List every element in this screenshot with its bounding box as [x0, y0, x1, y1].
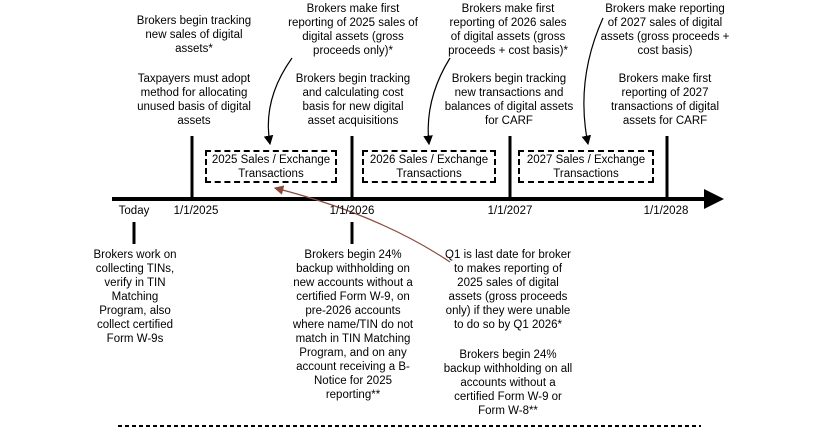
- date-2025: 1/1/2025: [173, 205, 219, 217]
- date-2026: 1/1/2026: [329, 205, 375, 217]
- note-cost-basis: Brokers begin tracking and calculating cost basis for new digital asset acquisitions: [295, 73, 411, 127]
- timeline-arrowhead: [704, 189, 724, 209]
- note-backup-withholding-2026: Brokers begin 24% backup withholding on new accounts without a certified Form W-9, on pre-2026 accounts where name/TIN do not match in TIN Matching Program, and on any account receiving a B- Notice for 2025 reporting**: [292, 249, 414, 401]
- note-carf-tracking: Brokers begin tracking new transactions and balances of digital assets for CARF: [444, 73, 574, 127]
- note-2026-reporting: Brokers make first reporting of 2026 sales of digital assets (gross proceeds + cost basis)*: [448, 3, 568, 57]
- note-carf-reporting: Brokers make first reporting of 2027 transactions of digital assets for CARF: [610, 73, 720, 127]
- box-2025-transactions: 2025 Sales / Exchange Transactions: [205, 150, 337, 183]
- note-collect-tins: Brokers work on collecting TINs, verify in TIN Matching Program, also collect certified Form W-9s: [93, 249, 177, 345]
- note-track-sales: Brokers begin tracking new sales of digital assets*: [136, 15, 252, 55]
- date-today: Today: [118, 205, 150, 217]
- note-2027-reporting: Brokers make reporting of 2027 sales of digital assets (gross proceeds + cost basis): [600, 3, 730, 57]
- box-2026-transactions: 2026 Sales / Exchange Transactions: [362, 150, 496, 183]
- date-2027: 1/1/2027: [487, 205, 533, 217]
- box-2027-transactions: 2027 Sales / Exchange Transactions: [518, 150, 654, 183]
- date-2028: 1/1/2028: [643, 205, 689, 217]
- note-q1-deadline: Q1 is last date for broker to makes reporting of 2025 sales of digital assets (gross proceeds only) if they were unable to do so by Q1 2026*: [445, 249, 571, 331]
- note-backup-withholding-2027: Brokers begin 24% backup withholding on all accounts without a certified Form W-9 or Form W-8**: [443, 349, 573, 417]
- note-adopt-method: Taxpayers must adopt method for allocating unused basis of digital assets: [137, 73, 251, 127]
- note-2025-reporting: Brokers make first reporting of 2025 sales of digital assets (gross proceeds only)*: [288, 3, 418, 57]
